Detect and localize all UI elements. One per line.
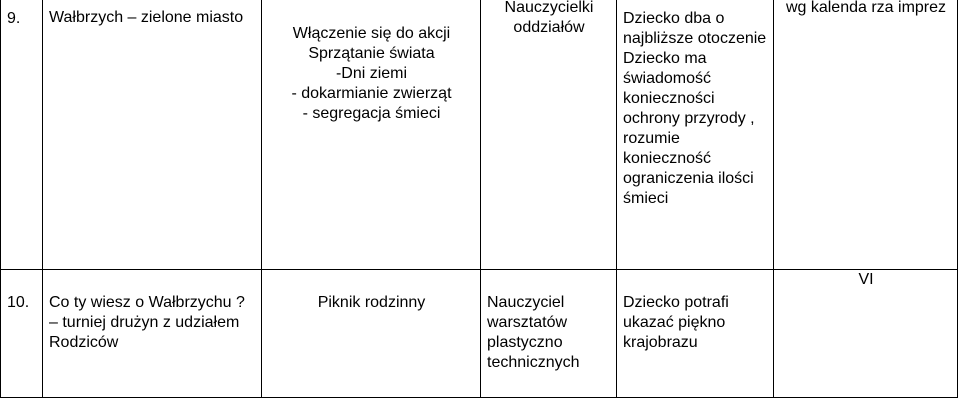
goal-text: Dziecko dba o najbliższe otoczenie Dziecko ma świadomość konieczności ochrony przyrody , rozumie konieczność ograniczenia ilości śmieci — [623, 10, 767, 207]
term-cell — [774, 0, 958, 270]
goal-cell — [617, 270, 774, 398]
row-number-cell — [1, 0, 43, 270]
topic-text: Co ty wiesz o Wałbrzychu ? – turniej drużyn z udziałem Rodziców — [49, 294, 245, 351]
topic-text: Wałbrzych – zielone miasto — [49, 9, 244, 26]
topic-cell — [43, 0, 262, 270]
row-number-cell — [1, 270, 43, 398]
responsible-cell — [481, 270, 617, 398]
goal-cell — [617, 0, 774, 270]
topic-cell — [43, 270, 262, 398]
goal-text: Dziecko potrafi ukazać piękno krajobrazu — [623, 294, 729, 351]
term-cell — [774, 270, 958, 398]
row-number: 9. — [7, 10, 21, 27]
responsible-cell — [481, 0, 617, 270]
action-cell — [262, 270, 481, 398]
action-cell — [262, 0, 481, 270]
action-text: Piknik rodzinny — [317, 294, 426, 311]
table-row — [1, 270, 958, 398]
term-text: VI — [858, 271, 874, 288]
responsible-text: Nauczyciel warsztatów plastyczno technicznych — [487, 294, 580, 371]
responsible-text: Nauczycielki oddziałów — [504, 0, 594, 36]
action-text: Włączenie się do akcji Sprzątanie świata -Dni ziemi - dokarmianie zwierząt - segregacja śmieci — [291, 25, 452, 122]
table-row — [1, 0, 958, 270]
term-text: wg kalenda rza imprez — [785, 0, 947, 16]
row-number: 10. — [7, 294, 30, 311]
